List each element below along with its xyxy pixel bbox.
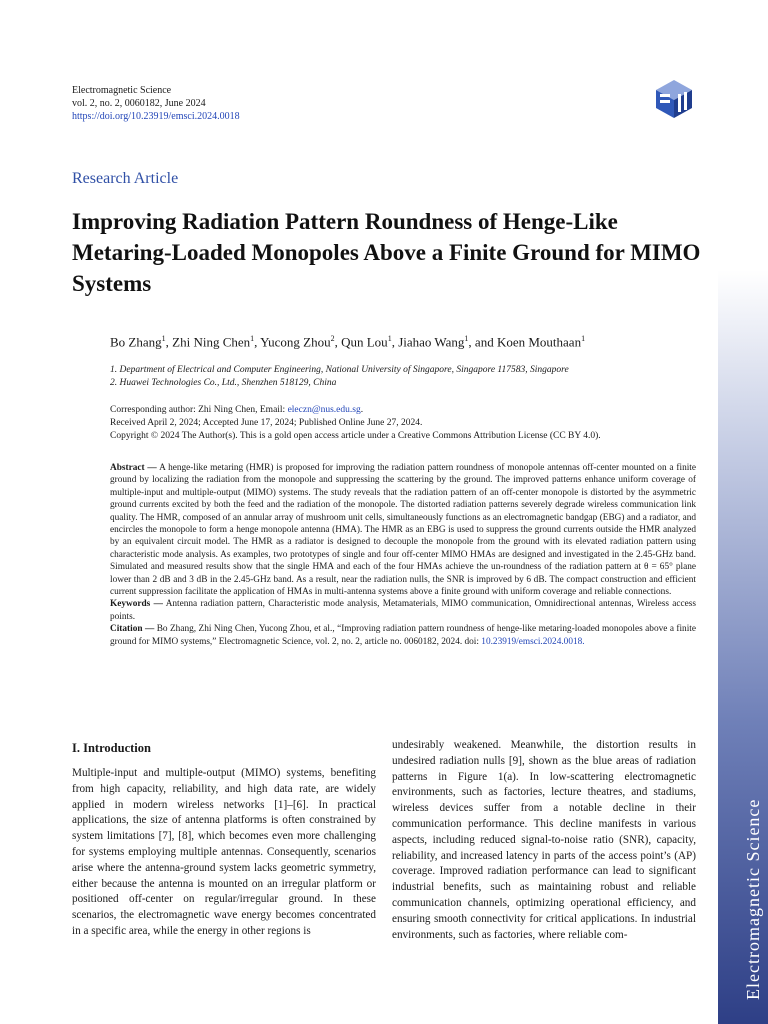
affiliation-item: 1. Department of Electrical and Computer Engineering, National University of Singapore, Singapore 117583, Singapore <box>110 365 569 375</box>
article-meta <box>110 404 710 443</box>
citation-text: Bo Zhang, Zhi Ning Chen, Yucong Zhou, et al., “Improving radiation pattern roundness of henge-like metaring-loaded monopoles above a finite ground for MIMO systems,” Electromagnetic Science, vol. 2, no. 2, article no. 0060182, 2024. doi: <box>110 624 696 647</box>
corresponding-label: Corresponding author: Zhi Ning Chen, Email: <box>110 405 288 415</box>
dates-line: Received April 2, 2024; Accepted June 17, 2024; Published Online June 27, 2024. <box>110 418 423 428</box>
author-affiliation-mark: 1 <box>250 334 255 343</box>
article-type: Research Article <box>72 170 179 187</box>
author-affiliation-mark: 1 <box>387 334 392 343</box>
copyright-line: Copyright © 2024 The Author(s). This is a gold open access article under a Creative Commons Attribution License (CC BY 4.0). <box>110 431 601 441</box>
sidebar-journal-label: Electromagnetic Science <box>743 798 763 1000</box>
journal-header <box>72 84 240 123</box>
keywords-text: Antenna radiation pattern, Characteristic mode analysis, Metamaterials, MIMO communication, Omnidirectional antennas, Wireless access points. <box>110 599 697 622</box>
abstract-label: Abstract — <box>110 463 157 473</box>
keywords-paragraph <box>110 598 696 623</box>
author-name: Zhi Ning Chen <box>172 334 251 350</box>
abstract-text: A henge-like metaring (HMR) is proposed for improving the radiation pattern roundness of monopole antennas off-center mounted on a finite ground by localizing the radiation from the monopole and suppressing the scattering by the ground. The improved patterns enhance uniform coverage of multiple-input and multiple-output (MIMO) systems. The study reveals that the radiation pattern of an off-center monopole is distorted by the asymmetric ground currents excited by both the feed and the radiation of the monopole. The distorted radiation patterns severely degrade wireless communication link quality. The HMR, composed of an annular array of mushroom unit cells, simultaneously functions as an electromagnetic bandgap (EBG) and a radiator, and encircles the monopole to form a henge monopole antenna (HMA). The HMR as an EBG is used to suppress the ground currents outside the HMR analyzed by an equivalent circuit model. The HMR as a radiator is designed to decouple the monopole from the ground with its elevated radiation pattern using characteristic mode analysis. As examples, two prototypes of single and four off-center MIMO HMAs are designed and investigated in the 2.45-GHz band. Simulated and measured results show that the single HMA and each of the four HMAs achieve the un-roundness of the radiation pattern at θ = 65° plane lower than 2 dB and 3 dB in the 2.45-GHz band. As a result, near the radiation nulls, the SNR is improved by 6 dB. The compact construction and efficient current suppression facilitate the application of HMAs in multi-antenna systems above a finite ground with uniform coverage and reliable connections. <box>110 463 697 598</box>
author-affiliation-mark: 1 <box>161 334 166 343</box>
author-affiliation-mark: 1 <box>581 334 586 343</box>
citation-paragraph <box>110 623 696 648</box>
volume-line: vol. 2, no. 2, 0060182, June 2024 <box>72 98 206 109</box>
keywords-label: Keywords — <box>110 599 163 610</box>
author-name: Bo Zhang <box>110 334 162 350</box>
citation-doi-link[interactable]: 10.23919/emsci.2024.0018. <box>481 636 585 647</box>
journal-name: Electromagnetic Science <box>72 85 172 96</box>
affiliations <box>110 364 569 390</box>
abstract-paragraph <box>110 462 696 598</box>
journal-logo-icon <box>652 76 698 122</box>
author-name: Jiahao Wang <box>398 334 465 350</box>
body-paragraph: Multiple-input and multiple-output (MIMO) systems, benefiting from high capacity, reliability, and high data rate, are widely applied in modern wireless networks [1]–[6]. In practical applications, the size of antenna platforms is often constrained by system limitations [7], [8], which becomes even more challenging for systems employing multiple antennas. Consequently, scenarios arise where the antenna-ground system lacks geometric symmetry, either because the antenna is mounted on an irregular platform or positioned off-center on regular/irregular ground. In these scenarios, the electromagnetic wave energy becomes concentrated in a specific area, while the energy in other regions is <box>72 767 376 937</box>
author-affiliation-mark: 1 <box>464 334 469 343</box>
section-heading: I. Introduction <box>72 741 151 755</box>
author-affiliation-mark: 2 <box>330 334 335 343</box>
email-link[interactable]: eleczn@nus.edu.sg <box>287 405 361 415</box>
body-paragraph: undesirably weakened. Meanwhile, the distortion results in undesired radiation nulls [9], shown as the blue areas of radiation patterns in Figure 1(a). In low-scattering electromagnetic environments, such as factories, lecture theatres, and stadiums, wireless devices suffer from a notable decline in their communication performance. This decline manifests in various aspects, including reduced signal-to-noise ratio (SNR), capacity, reliability, and increased latency in parts of the access point’s (AP) coverage. Improved radiation performance can lead to significant industrial benefits, such as maintaining robust and reliable communication channels, optimizing operational efficiency, and ensuring smooth connectivity for critical applications. In industrial environments, such as factories, where reliable com- <box>392 739 696 941</box>
author-name: Yucong Zhou <box>260 334 331 350</box>
doi-link[interactable]: https://doi.org/10.23919/emsci.2024.0018 <box>72 111 240 122</box>
author-list: Bo Zhang$^1$, Zhi Ning Chen$^1$, Yucong Zhou$^2$, Qun Lou$^1$, Jiahao Wang$^1$, and Koen Mouthaan$^1$ <box>110 334 586 350</box>
paper-title: Improving Radiation Pattern Roundness of Henge-Like Metaring-Loaded Monopoles Above a Finite Ground for MIMO Systems <box>72 209 701 296</box>
affiliation-item: 2. Huawei Technologies Co., Ltd., Shenzhen 518129, China <box>110 378 337 388</box>
citation-label: Citation — <box>110 624 155 635</box>
body-column-right <box>392 738 696 943</box>
corresponding-author: Corresponding author: Zhi Ning Chen, Email: eleczn@nus.edu.sg. <box>110 405 364 415</box>
body-column-left <box>72 766 376 940</box>
author-name: Koen Mouthaan <box>496 334 582 350</box>
abstract-block <box>110 462 696 648</box>
author-name: Qun Lou <box>341 334 388 350</box>
